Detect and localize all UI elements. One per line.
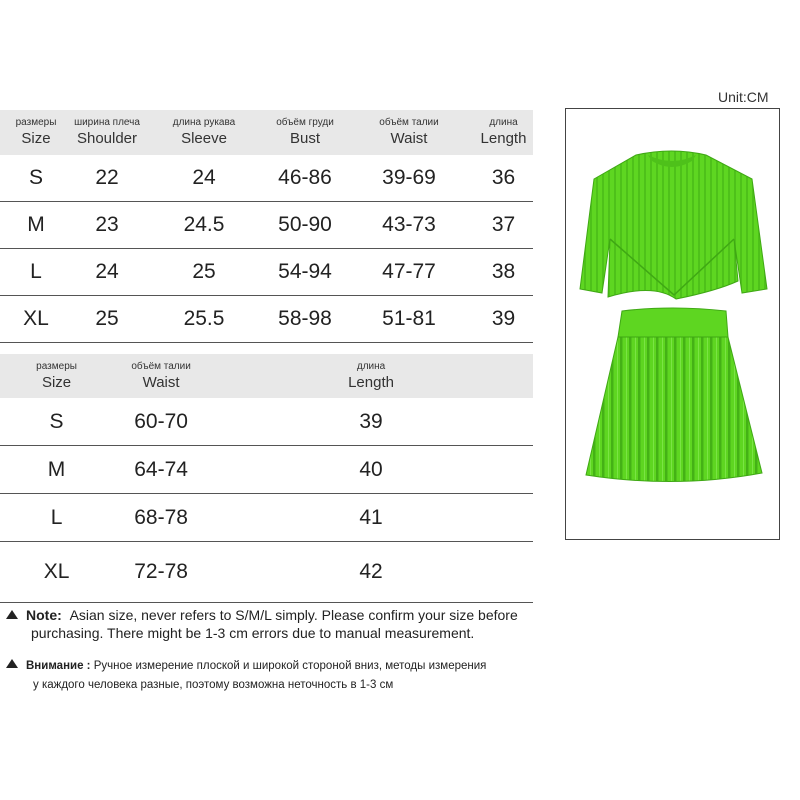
product-image [565,108,780,540]
cell-size: S [49,409,64,433]
table-row [0,542,533,603]
header-waist: объём талии Waist [379,117,439,147]
cell-length: 40 [359,457,383,481]
table-row [0,202,533,249]
table-row [0,494,533,542]
bottom-table-header [0,354,533,398]
header-bust: объём груди Bust [276,117,334,147]
cell-waist: 47-77 [382,260,436,283]
pleated-skirt [586,308,762,482]
cell-size: M [47,457,66,481]
crop-top [580,151,767,299]
header-size: размеры Size [36,360,77,391]
cell-size: L [30,260,42,283]
note-russian [6,657,546,695]
cell-length: 39 [491,307,516,330]
table-row [0,446,533,494]
cell-bust: 54-94 [278,260,332,283]
header-size: размеры Size [15,117,57,147]
cell-length: 39 [359,409,383,433]
cell-waist: 64-74 [134,457,188,481]
note-label: Внимание : [26,660,91,672]
note-line2: у каждого человека разные, поэтому возможна неточность в 1-3 см [33,679,394,691]
cell-shoulder: 22 [95,166,119,189]
unit-label: Unit:CM [718,89,769,105]
note-label: Note: [26,607,62,623]
cell-length: 42 [359,560,383,583]
cell-sleeve: 25 [192,260,216,283]
cell-size: S [28,166,43,189]
cell-size: XL [23,307,49,330]
cell-waist: 60-70 [134,409,188,433]
cell-waist: 68-78 [134,505,188,529]
top-table-header [0,110,533,155]
cell-waist: 43-73 [382,213,436,236]
cell-length: 38 [491,260,516,283]
warning-triangle-icon [6,659,18,668]
cell-bust: 58-98 [278,307,332,330]
note-english [6,606,546,642]
cell-size: XL [43,560,70,583]
cell-size: L [50,505,63,529]
table-row [0,155,533,202]
cell-length: 41 [359,505,383,529]
bottom-size-table [0,354,533,603]
cell-length: 36 [491,166,516,189]
header-sleeve: длина рукава Sleeve [172,117,236,147]
cell-sleeve: 24.5 [183,213,225,236]
table-row [0,398,533,446]
cell-waist: 39-69 [382,166,436,189]
cell-sleeve: 24 [192,166,216,189]
cell-length: 37 [491,213,516,236]
warning-triangle-icon [6,610,18,619]
cell-waist: 72-78 [134,560,188,583]
header-shoulder: ширина плеча Shoulder [74,117,140,147]
header-length: длина Length [348,360,394,391]
note-line1: Ручное измерение плоской и широкой стороной вниз, методы измерения [93,660,487,672]
note-line1: Asian size, never refers to S/M/L simply. Please confirm your size before [69,607,518,623]
cell-shoulder: 25 [95,307,119,330]
cell-bust: 46-86 [278,166,332,189]
green-knit-set-illustration [566,109,779,539]
header-length: длина Length [480,117,527,147]
cell-shoulder: 24 [95,260,119,283]
cell-bust: 50-90 [278,213,332,236]
cell-size: M [27,213,45,236]
cell-waist: 51-81 [382,307,436,330]
cell-shoulder: 23 [95,213,119,236]
table-row [0,249,533,296]
top-size-table [0,110,533,343]
header-waist: объём талии Waist [131,360,191,391]
table-row [0,296,533,343]
note-line2: purchasing. There might be 1-3 cm errors due to manual measurement. [31,625,475,641]
cell-sleeve: 25.5 [183,307,225,330]
